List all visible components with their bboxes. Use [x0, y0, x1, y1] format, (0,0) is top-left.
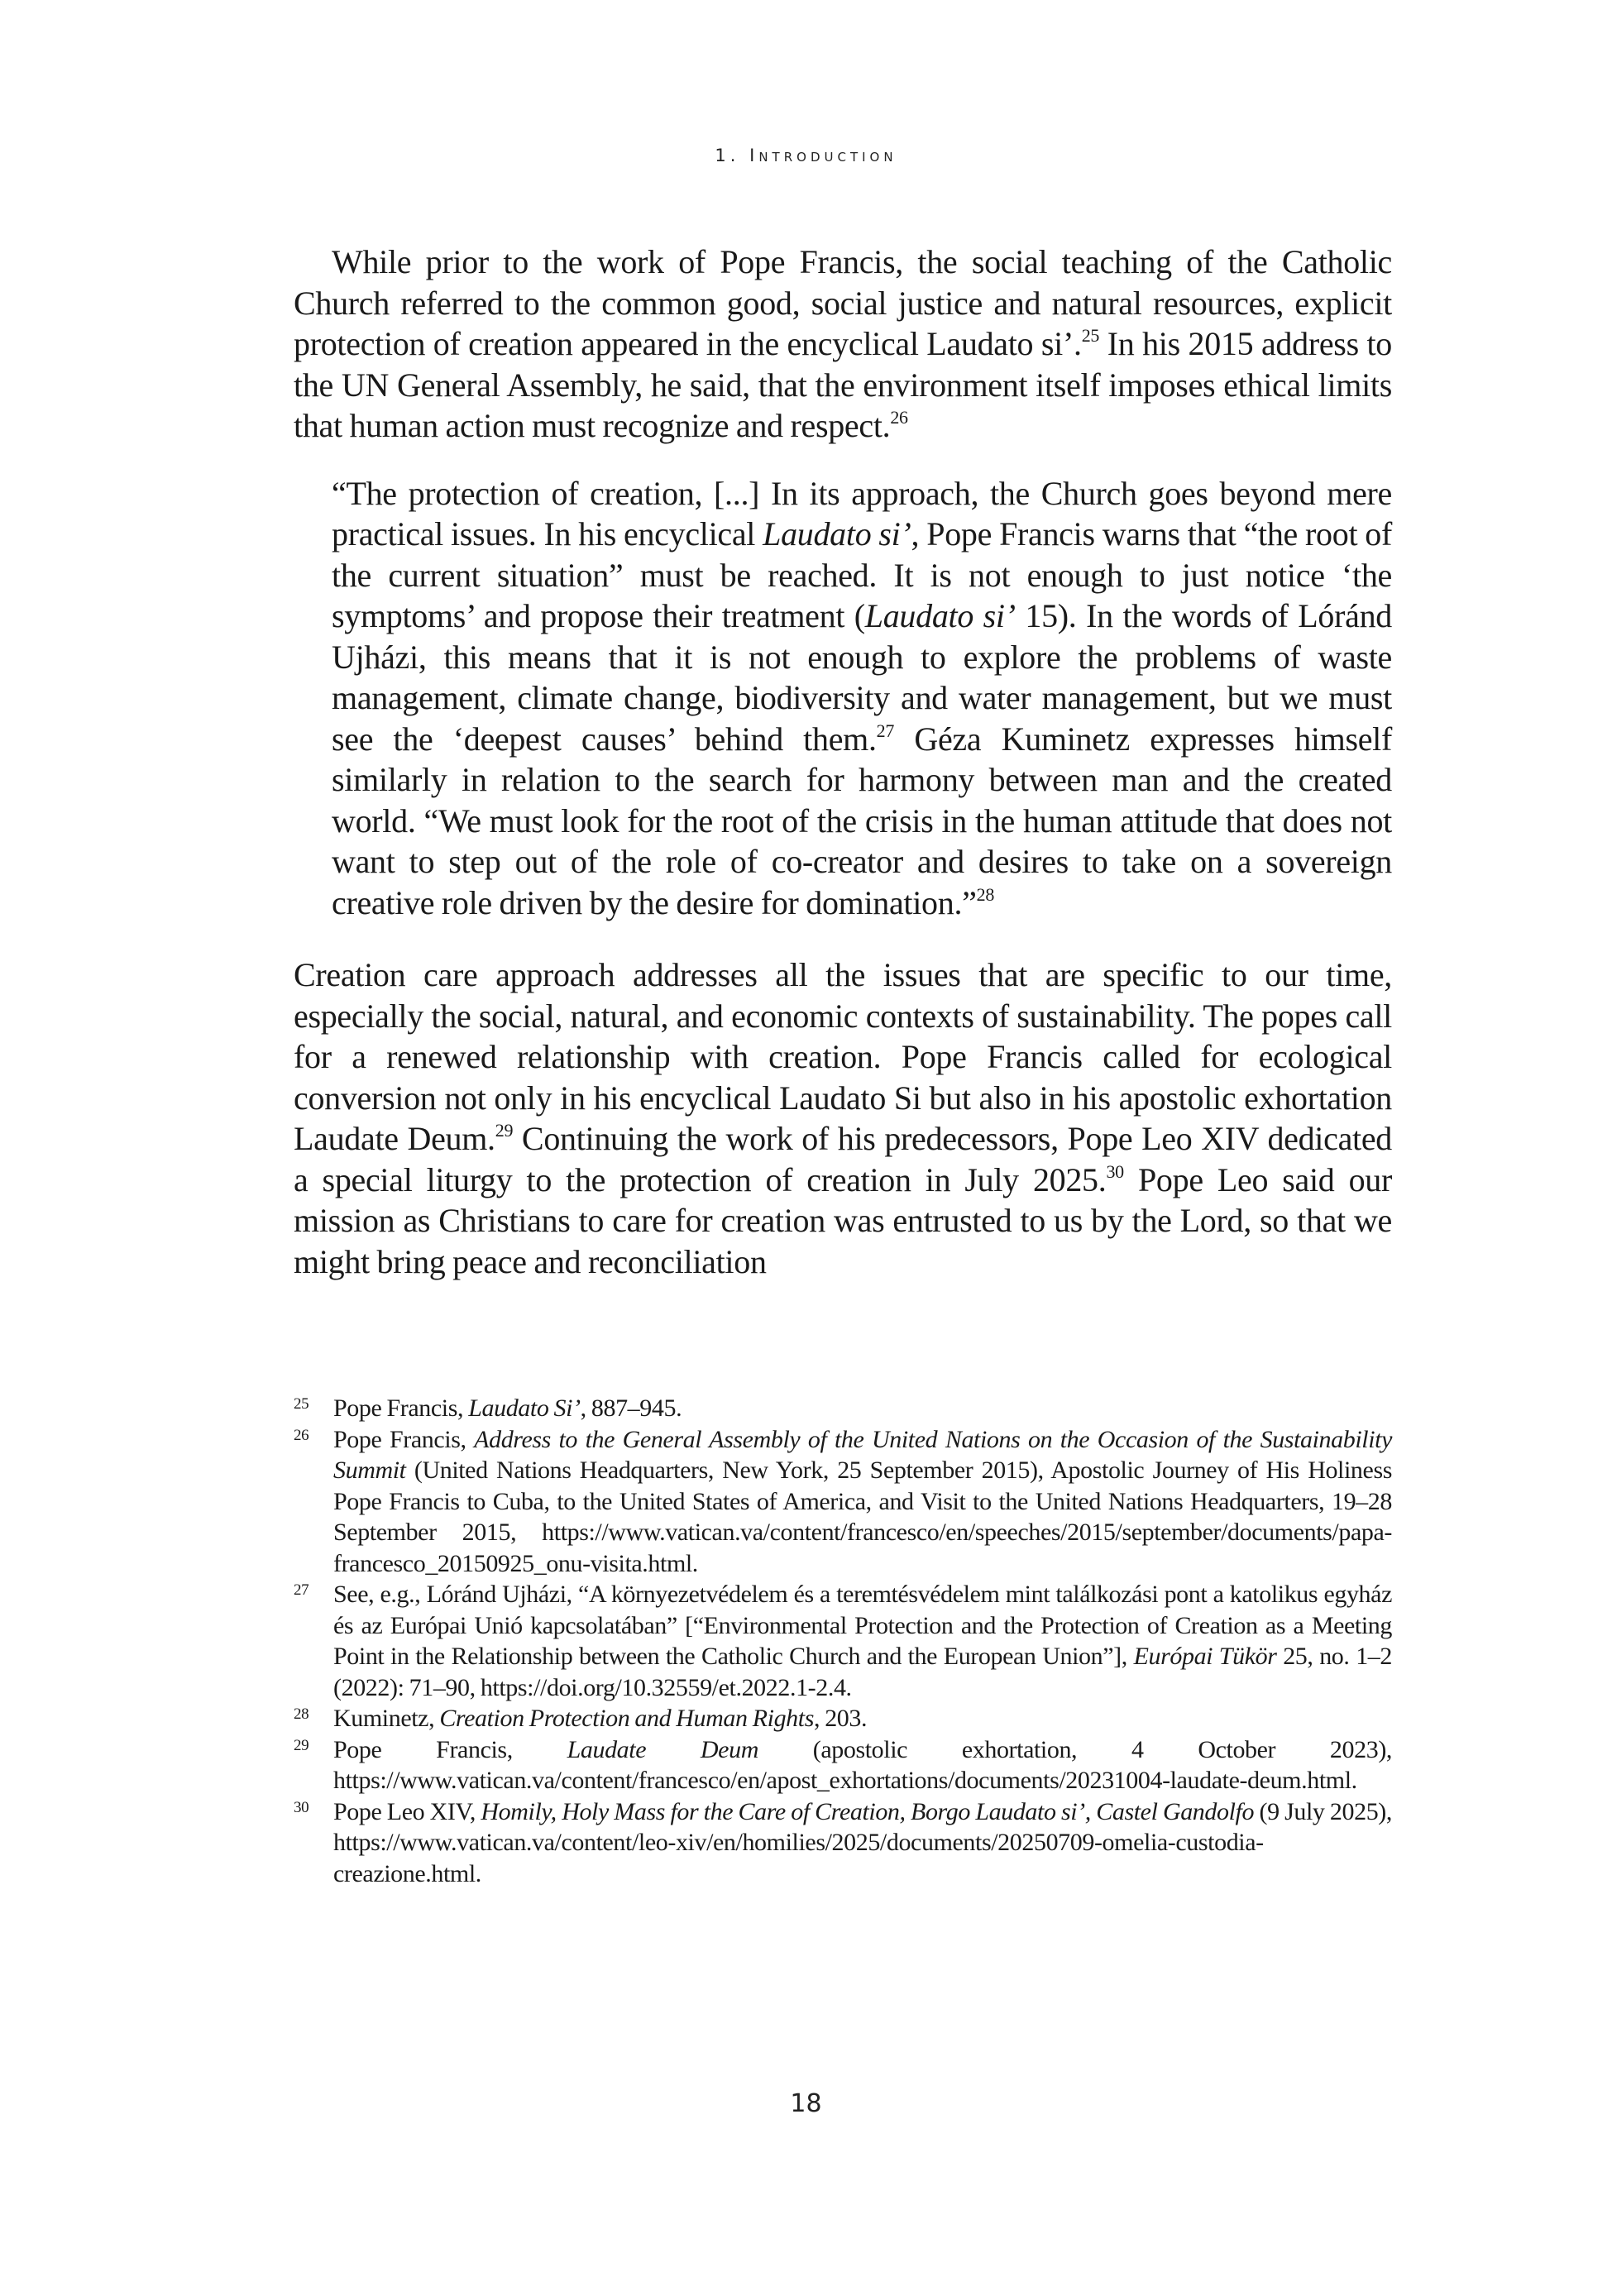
- paragraph-1: While prior to the work of Pope Francis, the social teaching of the Catholic Church referred to the common good, social justice and natural resources, explicit protection of creation appeared in the encyclical Laudato si’.$^{25}$ In his 2015 address to the UN General Assembly, he said, that the environment itself imposes ethical limits that human action must recognize and respect.$^{26}$: [294, 243, 1392, 444]
- page-number: 18: [790, 2089, 822, 2118]
- footnote-text: Pope Francis, Laudato Si’, 887–945.: [333, 1394, 682, 1422]
- footnote-30: [294, 1796, 1392, 1890]
- block-quote: “The protection of creation, [...] In its approach, the Church goes beyond mere practical issues. In his encyclical Laudato si’, Pope Francis warns that “the root of the current situation” must be reached. It is not enough to just notice ‘the symptoms’ and propose their treatment (Laudato si’ 15). In the words of Lóránd Ujházi, this means that it is not enough to explore the problems of waste management, climate change, biodiversity and water management, but we must see the ‘deepest causes’ behind them.$^{27}$ Géza Kuminetz expresses himself similarly in relation to the search for harmony between man and the created world. “We must look for the root of the crisis in the human attitude that does not want to step out of the role of co-creator and desires to take on a sovereign creative role driven by the desire for domination.”$^{28}$: [332, 474, 1392, 921]
- footnote-number: 25: [294, 1395, 309, 1413]
- footnote-text: See, e.g., Lóránd Ujházi, “A környezetvédelem és a teremtésvédelem mint találkozási pont a katolikus egyház és az Európai Unió kapcsolatában” [“Environmental Protection and the Protection of Creation as a Meeting Point in the Relationship between the Catholic Church and the European Union”], Európai Tükör 25, no. 1–2 (2022): 71–90, https://doi.org/10.32559/et.2022.1-2.4.: [333, 1581, 1393, 1701]
- footnote-ref-27[interactable]: 27: [876, 720, 895, 741]
- footnote-27: [294, 1579, 1392, 1703]
- footnotes: [294, 1393, 1392, 1889]
- main-text: [294, 242, 1392, 1282]
- running-head: 1. Introduction: [715, 146, 897, 165]
- footnote-ref-26[interactable]: 26: [890, 407, 908, 428]
- footnote-text: Pope Leo XIV, Homily, Holy Mass for the Care of Creation, Borgo Laudato si’, Castel Gandolfo (9 July 2025), https://www.vatican.va/content/leo-xiv/en/homilies/2025/documents/20250709-omelia-custodia-creazione.html.: [333, 1797, 1392, 1887]
- footnote-number: 27: [294, 1581, 309, 1599]
- footnote-26: [294, 1424, 1392, 1580]
- footnote-ref-28[interactable]: 28: [976, 883, 995, 905]
- footnote-ref-29[interactable]: 29: [495, 1120, 514, 1141]
- footnote-number: 30: [294, 1798, 309, 1816]
- footnote-ref-30[interactable]: 30: [1106, 1160, 1124, 1182]
- footnote-ref-25[interactable]: 25: [1081, 325, 1100, 346]
- footnote-number: 26: [294, 1426, 309, 1444]
- footnote-25: [294, 1393, 1392, 1424]
- footnote-text: Pope Francis, Address to the General Assembly of the United Nations on the Occasion of the Sustainability Summit (United Nations Headquarters, New York, 25 September 2015), Apostolic Journey of His Holiness Pope Francis to Cuba, to the United States of America, and Visit to the United Nations Headquarters, 19–28 September 2015, https://www.vatican.va/content/francesco/en/speeches/2015/september/documents/papa-francesco_20150925_onu-visita.html.: [333, 1425, 1392, 1577]
- footnote-number: 28: [294, 1705, 309, 1723]
- footnote-text: Pope Francis, Laudate Deum (apostolic exhortation, 4 October 2023), https://www.vatican.va/content/francesco/en/apost_exhortations/documents/20231004-laudate-deum.html.: [333, 1735, 1393, 1794]
- footnote-29: [294, 1734, 1392, 1796]
- footnote-number: 29: [294, 1736, 309, 1754]
- footnote-28: [294, 1703, 1392, 1734]
- paragraph-2: Creation care approach addresses all the issues that are specific to our time, especially the social, natural, and economic contexts of sustainability. The popes call for a renewed relationship with creation. Pope Francis called for ecological conversion not only in his encyclical Laudato Si but also in his apostolic exhortation Laudate Deum.$^{29}$ Continuing the work of his predecessors, Pope Leo XIV dedicated a special liturgy to the protection of creation in July 2025.30 Pope Leo said our mission as Christians to care for creation was entrusted to us by the Lord, so that we might bring peace and reconciliation: [294, 956, 1392, 1280]
- footnote-text: Kuminetz, Creation Protection and Human Rights, 203.: [333, 1705, 868, 1732]
